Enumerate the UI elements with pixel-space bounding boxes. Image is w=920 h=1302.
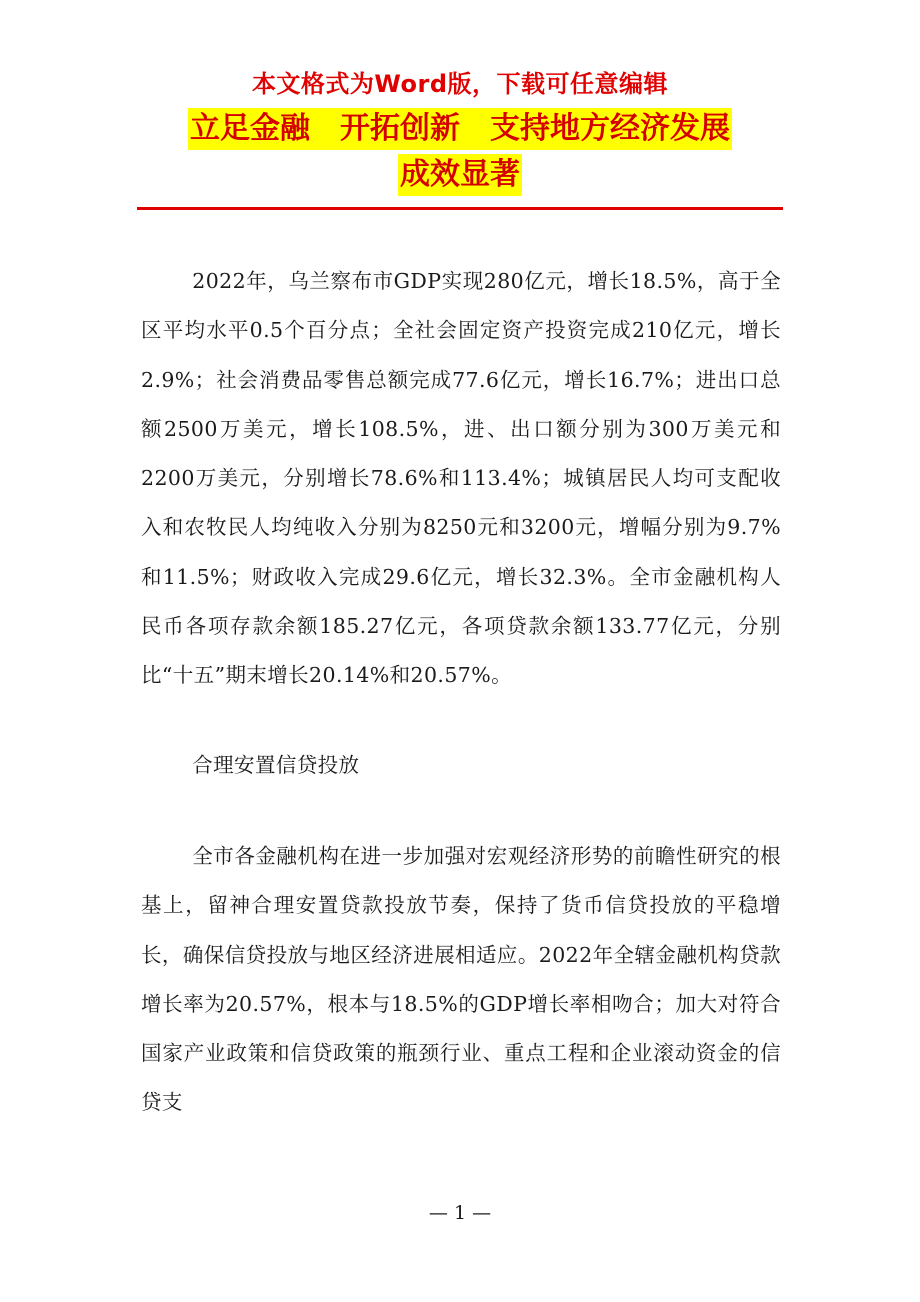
paragraph-economic-overview: 2022年，乌兰察布市GDP实现280亿元，增长18.5%，高于全区平均水平0.5个百分点；全社会固定资产投资完成210亿元，增长2.9%；社会消费品零售总额完成77.6亿元，增长16.7%；进出口总额2500万美元，增长108.5%，进、出口额分别为300万美元和2200万美元，分别增长78.6%和113.4%；城镇居民人均可支配收入和农牧民人均纯收入分别为8250元和3200元，增幅分别为9.7%和11.5%；财政收入完成29.6亿元，增长32.3%。全市金融机构人民币各项存款余额185.27亿元，各项贷款余额133.77亿元，分别比“十五”期末增长20.14%和20.57%。 <box>141 269 781 688</box>
title-line-2: 成效显著 <box>398 154 522 196</box>
paragraph-credit-allocation: 全市各金融机构在进一步加强对宏观经济形势的前瞻性研究的根基上，留神合理安置贷款投放节奏，保持了货币信贷投放的平稳增长，确保信贷投放与地区经济进展相适应。2022年全辖金融机构贷款增长率为20.57%，根本与18.5%的GDP增长率相吻合；加大对符合国家产业政策和信贷政策的瓶颈行业、重点工程和企业滚动资金的信贷支 <box>141 843 781 1115</box>
section-heading-credit: 合理安置信贷投放 <box>192 752 360 777</box>
title-divider <box>137 207 783 210</box>
paragraph-spacer <box>141 701 781 741</box>
paragraph-spacer <box>141 790 781 832</box>
page-number: — 1 — <box>428 1202 492 1224</box>
document-title <box>140 108 780 196</box>
title-line-1: 立足金融 开拓创新 支持地方经济发展 <box>188 108 732 150</box>
word-format-banner: 本文格式为Word版，下载可任意编辑 <box>251 70 669 98</box>
document-body <box>141 257 781 1128</box>
